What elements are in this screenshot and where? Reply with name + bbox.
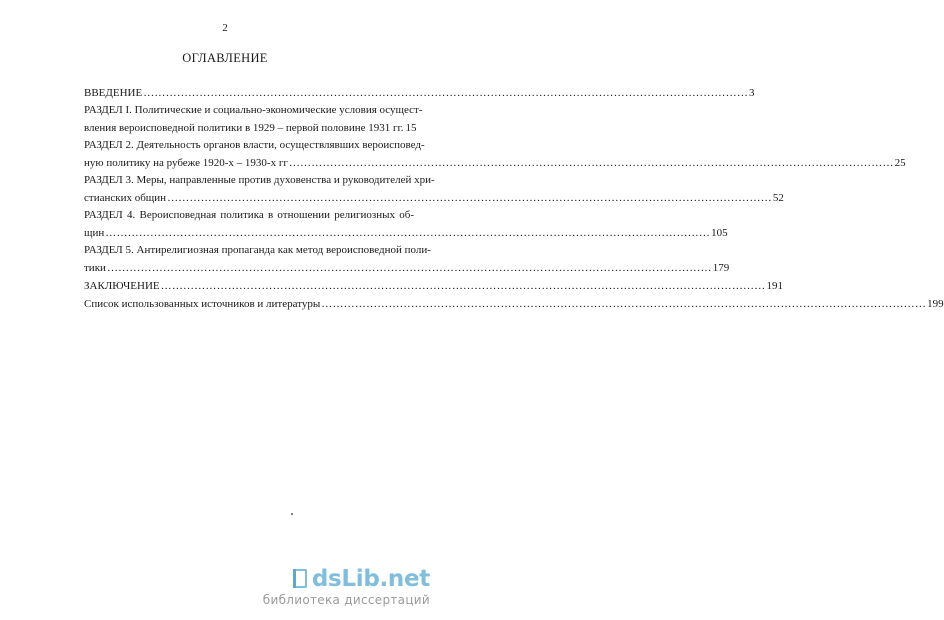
watermark-brand: dsLib.net [311, 566, 430, 592]
page-number: 2 [222, 22, 228, 34]
toc-entry-section-3[interactable] [84, 191, 784, 206]
leader-dots: ……………………………………………………………………………………………………………………………………………… [106, 262, 712, 274]
toc-entry-section-4-line-1[interactable]: РАЗДЕЛ 4. Вероисповедная политика в отношении религиозных об- [84, 209, 414, 221]
leader-dots: ……………………………………………………………………………………………………………………………………………… [167, 192, 772, 204]
toc-page-number: 3 [749, 87, 755, 99]
leader-dots: ……………………………………………………………………………………………………………………………………………… [160, 280, 766, 292]
toc-entry-title: Список использованных источников и литературы [84, 298, 321, 310]
toc-title: ОГЛАВЛЕНИЕ [182, 51, 268, 65]
toc-entry-title: ВВЕДЕНИЕ [84, 87, 143, 99]
toc-page-number: 105 [711, 227, 728, 239]
toc-entry-section-3-line-1[interactable]: РАЗДЕЛ 3. Меры, направленные против духовенства и руководителей хри- [84, 174, 435, 186]
watermark-tagline: библиотека диссертаций [262, 593, 430, 607]
toc-page-number: 179 [712, 262, 730, 274]
watermark [263, 567, 430, 607]
scan-speck [291, 513, 293, 515]
toc-entry-sources[interactable] [84, 297, 944, 312]
leader-dots: ……………………………………………………………………………………………………………………………………………… [143, 87, 749, 99]
toc-entry-title: стианских общин [84, 192, 167, 204]
toc-entry-intro[interactable] [84, 86, 755, 101]
toc-entry-conclusion[interactable] [84, 279, 783, 294]
toc-page-number: 52 [772, 192, 784, 204]
toc-entry-section-1[interactable] [84, 121, 417, 136]
toc-entry-title: ную политику на рубеже 1920-х – 1930-х гг [84, 157, 288, 169]
toc-entry-title: щин [84, 227, 105, 239]
leader-dots: ……………………………………………………………………………………………………………………………………………… [321, 298, 927, 310]
toc-entry-section-5-line-1[interactable]: РАЗДЕЛ 5. Антирелигиозная пропаганда как метод вероисповедной поли- [84, 244, 431, 256]
toc-entry-section-2[interactable] [84, 156, 906, 171]
leader-dots: ……………………………………………………………………………………………………………………………………………… [288, 157, 894, 169]
toc-entry-section-2-line-1[interactable]: РАЗДЕЛ 2. Деятельность органов власти, осуществлявших вероисповед- [84, 139, 425, 151]
toc-entry-section-1-line-1[interactable]: РАЗДЕЛ I. Политические и социально-экономические условия осущест- [84, 104, 423, 116]
toc-page-number: 191 [766, 280, 783, 292]
leader-dots: ……………………………………………………………………………………………………………………………………………… [105, 227, 711, 239]
toc-entry-title: тики [84, 262, 106, 274]
toc-entry-section-4[interactable] [84, 226, 728, 241]
toc-entry-title: вления вероисповедной политики в 1929 – первой половине 1931 гг. [84, 122, 404, 134]
toc-page-number: 15 [405, 122, 417, 134]
toc-page-number: 199 [927, 298, 944, 310]
toc-entry-section-5[interactable] [84, 261, 730, 276]
toc-entry-title: ЗАКЛЮЧЕНИЕ [84, 280, 160, 292]
book-icon [290, 567, 310, 591]
toc-page-number: 25 [894, 157, 906, 169]
